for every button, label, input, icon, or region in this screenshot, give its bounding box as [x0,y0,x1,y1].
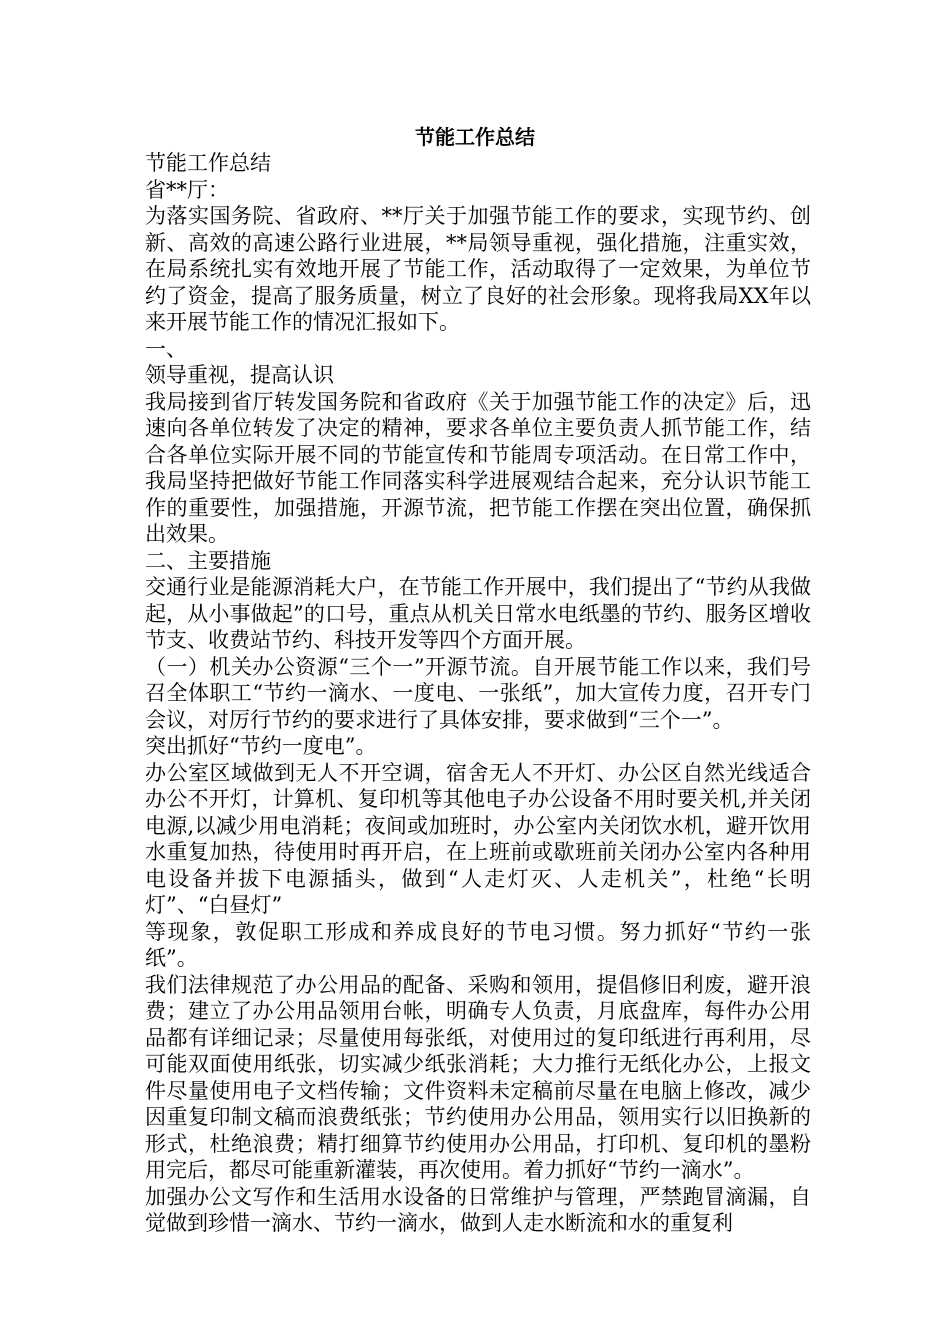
paragraph-subheading: 突出抓好“节约一度电”。 [145,734,377,758]
paragraph-body: （一）机关办公资源“三个一”开源节流。自开展节能工作以来，我们号召全体职工“节约一滴水、一度电、一张纸”，加大宣传力度，召开专门会议，对厉行节约的要求进行了具体安排，要求做到“三个一”。 [145,654,811,732]
paragraph-section-title: 领导重视，提高认识 [145,363,334,387]
paragraph-body: 办公室区域做到无人不开空调，宿舍无人不开灯、办公区自然光线适合办公不开灯，计算机、复印机等其他电子办公设备不用时要关机,并关闭电源,以减少用电消耗；夜间或加班时，办公室内关闭饮水机，避开饮用水重复加热，待使用时再开启，在上班前或歇班前关闭办公室内各种用电设备并拔下电源插头，做到“人走灯灭、人走机关”，杜绝“长明灯”、“白昼灯” [145,760,811,917]
paragraph-body: 我局接到省厅转发国务院和省政府《关于加强节能工作的决定》后，迅速向各单位转发了决定的精神，要求各单位主要负责人抓节能工作，结合各单位实际开展不同的节能宣传和节能周专项活动。在日常工作中，我局坚持把做好节能工作同落实科学进展观结合起来，充分认识节能工作的重要性，加强措施，开源节流，把节能工作摆在突出位置，确保抓出效果。 [145,389,811,546]
paragraph-section-number: 一、 [145,336,187,361]
paragraph-section-title: 二、主要措施 [145,548,271,573]
document-body [145,150,811,1237]
paragraph-body: 加强办公文写作和生活用水设备的日常维护与管理，严禁跑冒滴漏，自觉做到珍惜一滴水、节约一滴水，做到人走水断流和水的重复利 [145,1184,811,1235]
paragraph-heading: 节能工作总结 [145,151,271,175]
paragraph-body: 我们法律规范了办公用品的配备、采购和领用，提倡修旧利废，避开浪费；建立了办公用品领用台帐，明确专人负责，月底盘库，每件办公用品都有详细记录；尽量使用每张纸，对使用过的复印纸进行再利用，尽可能双面使用纸张，切实减少纸张消耗；大力推行无纸化办公，上报文件尽量使用电子文档传输；文件资料未定稿前尽量在电脑上修改，减少因重复印制文稿而浪费纸张；节约使用办公用品，领用实行以旧换新的形式，杜绝浪费；精打细算节约使用办公用品，打印机、复印机的墨粉用完后，都尽可能重新灌装，再次使用。着力抓好“节约一滴水”。 [145,972,811,1182]
paragraph-body: 交通行业是能源消耗大户，在节能工作开展中，我们提出了“节约从我做起，从小事做起”的口号，重点从机关日常水电纸墨的节约、服务区增收节支、收费站节约、科技开发等四个方面开展。 [145,575,811,652]
paragraph-intro: 为落实国务院、省政府、**厅关于加强节能工作的要求，实现节约、创新、高效的高速公路行业进展，**局领导重视，强化措施，注重实效，在局系统扎实有效地开展了节能工作，活动取得了一定效果，为单位节约了资金，提高了服务质量，树立了良好的社会形象。现将我局XX年以来开展节能工作的情况汇报如下。 [145,204,811,334]
paragraph-body: 等现象，敦促职工形成和养成良好的节电习惯。努力抓好“节约一张纸”。 [145,919,811,970]
document-title: 节能工作总结 [415,125,535,149]
paragraph-addressee: 省**厅： [145,177,229,202]
